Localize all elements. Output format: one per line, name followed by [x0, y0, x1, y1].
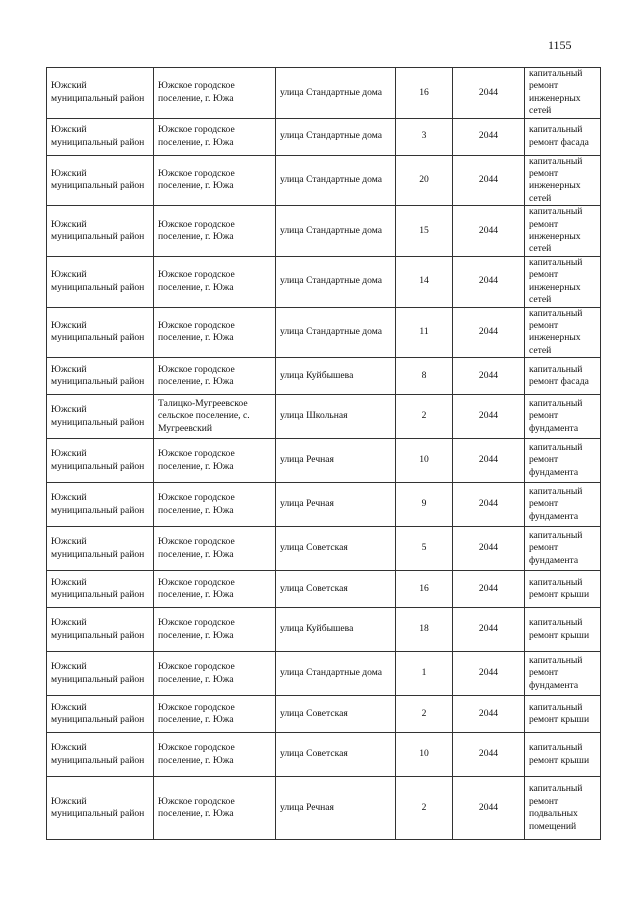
- street-cell: улица Стандартные дома: [276, 307, 396, 358]
- settlement-cell: Южское городское поселение, г. Южа: [154, 571, 276, 608]
- district-cell: Южский муниципальный район: [47, 733, 154, 777]
- house-number-cell: 9: [396, 483, 453, 527]
- street-cell: улица Советская: [276, 527, 396, 571]
- district-cell: Южский муниципальный район: [47, 527, 154, 571]
- table-row: [47, 527, 601, 571]
- house-number-cell: 20: [396, 155, 453, 206]
- table-row: [47, 395, 601, 439]
- house-number-cell: 16: [396, 68, 453, 119]
- year-cell: 2044: [453, 439, 525, 483]
- house-number-cell: 2: [396, 696, 453, 733]
- table-row: [47, 733, 601, 777]
- table-row: [47, 206, 601, 257]
- settlement-cell: Южское городское поселение, г. Южа: [154, 439, 276, 483]
- year-cell: 2044: [453, 652, 525, 696]
- table-row: [47, 696, 601, 733]
- district-cell: Южский муниципальный район: [47, 68, 154, 119]
- district-cell: Южский муниципальный район: [47, 777, 154, 840]
- table-row: [47, 777, 601, 840]
- house-number-cell: 2: [396, 395, 453, 439]
- work-type-cell: капитальный ремонт крыши: [525, 571, 601, 608]
- work-type-cell: капитальный ремонт инженерных сетей: [525, 307, 601, 358]
- work-type-cell: капитальный ремонт фасада: [525, 118, 601, 155]
- settlement-cell: Южское городское поселение, г. Южа: [154, 608, 276, 652]
- settlement-cell: Талицко-Мугреевское сельское поселение, с. Мугреевский: [154, 395, 276, 439]
- house-number-cell: 11: [396, 307, 453, 358]
- house-number-cell: 15: [396, 206, 453, 257]
- year-cell: 2044: [453, 68, 525, 119]
- district-cell: Южский муниципальный район: [47, 571, 154, 608]
- house-number-cell: 3: [396, 118, 453, 155]
- work-type-cell: капитальный ремонт фундамента: [525, 439, 601, 483]
- work-type-cell: капитальный ремонт фундамента: [525, 527, 601, 571]
- house-number-cell: 10: [396, 439, 453, 483]
- settlement-cell: Южское городское поселение, г. Южа: [154, 358, 276, 395]
- year-cell: 2044: [453, 696, 525, 733]
- work-type-cell: капитальный ремонт крыши: [525, 608, 601, 652]
- work-type-cell: капитальный ремонт фасада: [525, 358, 601, 395]
- district-cell: Южский муниципальный район: [47, 118, 154, 155]
- year-cell: 2044: [453, 483, 525, 527]
- house-number-cell: 18: [396, 608, 453, 652]
- street-cell: улица Советская: [276, 571, 396, 608]
- settlement-cell: Южское городское поселение, г. Южа: [154, 256, 276, 307]
- table-body: [47, 68, 601, 840]
- house-number-cell: 1: [396, 652, 453, 696]
- house-number-cell: 14: [396, 256, 453, 307]
- settlement-cell: Южское городское поселение, г. Южа: [154, 527, 276, 571]
- settlement-cell: Южское городское поселение, г. Южа: [154, 206, 276, 257]
- table-row: [47, 256, 601, 307]
- district-cell: Южский муниципальный район: [47, 696, 154, 733]
- table-row: [47, 652, 601, 696]
- year-cell: 2044: [453, 307, 525, 358]
- year-cell: 2044: [453, 571, 525, 608]
- district-cell: Южский муниципальный район: [47, 358, 154, 395]
- street-cell: улица Куйбышева: [276, 358, 396, 395]
- table-row: [47, 608, 601, 652]
- work-type-cell: капитальный ремонт инженерных сетей: [525, 68, 601, 119]
- table-row: [47, 307, 601, 358]
- house-number-cell: 10: [396, 733, 453, 777]
- house-number-cell: 16: [396, 571, 453, 608]
- house-number-cell: 8: [396, 358, 453, 395]
- street-cell: улица Куйбышева: [276, 608, 396, 652]
- year-cell: 2044: [453, 608, 525, 652]
- street-cell: улица Советская: [276, 733, 396, 777]
- district-cell: Южский муниципальный район: [47, 608, 154, 652]
- district-cell: Южский муниципальный район: [47, 155, 154, 206]
- year-cell: 2044: [453, 395, 525, 439]
- year-cell: 2044: [453, 777, 525, 840]
- settlement-cell: Южское городское поселение, г. Южа: [154, 777, 276, 840]
- street-cell: улица Речная: [276, 483, 396, 527]
- year-cell: 2044: [453, 206, 525, 257]
- page-number: 1155: [548, 38, 572, 52]
- street-cell: улица Школьная: [276, 395, 396, 439]
- street-cell: улица Стандартные дома: [276, 652, 396, 696]
- settlement-cell: Южское городское поселение, г. Южа: [154, 118, 276, 155]
- district-cell: Южский муниципальный район: [47, 206, 154, 257]
- repair-schedule-table: [46, 67, 601, 840]
- district-cell: Южский муниципальный район: [47, 439, 154, 483]
- settlement-cell: Южское городское поселение, г. Южа: [154, 652, 276, 696]
- street-cell: улица Советская: [276, 696, 396, 733]
- year-cell: 2044: [453, 155, 525, 206]
- year-cell: 2044: [453, 256, 525, 307]
- year-cell: 2044: [453, 527, 525, 571]
- district-cell: Южский муниципальный район: [47, 483, 154, 527]
- work-type-cell: капитальный ремонт крыши: [525, 733, 601, 777]
- street-cell: улица Речная: [276, 439, 396, 483]
- district-cell: Южский муниципальный район: [47, 307, 154, 358]
- table-row: [47, 68, 601, 119]
- settlement-cell: Южское городское поселение, г. Южа: [154, 733, 276, 777]
- work-type-cell: капитальный ремонт подвальных помещений: [525, 777, 601, 840]
- work-type-cell: капитальный ремонт фундамента: [525, 652, 601, 696]
- street-cell: улица Стандартные дома: [276, 155, 396, 206]
- street-cell: улица Стандартные дома: [276, 206, 396, 257]
- district-cell: Южский муниципальный район: [47, 652, 154, 696]
- settlement-cell: Южское городское поселение, г. Южа: [154, 696, 276, 733]
- year-cell: 2044: [453, 733, 525, 777]
- settlement-cell: Южское городское поселение, г. Южа: [154, 68, 276, 119]
- street-cell: улица Речная: [276, 777, 396, 840]
- work-type-cell: капитальный ремонт инженерных сетей: [525, 206, 601, 257]
- table-row: [47, 439, 601, 483]
- table-row: [47, 155, 601, 206]
- year-cell: 2044: [453, 358, 525, 395]
- district-cell: Южский муниципальный район: [47, 256, 154, 307]
- table-row: [47, 358, 601, 395]
- table-row: [47, 571, 601, 608]
- district-cell: Южский муниципальный район: [47, 395, 154, 439]
- work-type-cell: капитальный ремонт фундамента: [525, 395, 601, 439]
- work-type-cell: капитальный ремонт инженерных сетей: [525, 155, 601, 206]
- settlement-cell: Южское городское поселение, г. Южа: [154, 307, 276, 358]
- work-type-cell: капитальный ремонт крыши: [525, 696, 601, 733]
- street-cell: улица Стандартные дома: [276, 68, 396, 119]
- house-number-cell: 2: [396, 777, 453, 840]
- settlement-cell: Южское городское поселение, г. Южа: [154, 155, 276, 206]
- work-type-cell: капитальный ремонт фундамента: [525, 483, 601, 527]
- table-row: [47, 483, 601, 527]
- street-cell: улица Стандартные дома: [276, 256, 396, 307]
- work-type-cell: капитальный ремонт инженерных сетей: [525, 256, 601, 307]
- street-cell: улица Стандартные дома: [276, 118, 396, 155]
- table-row: [47, 118, 601, 155]
- house-number-cell: 5: [396, 527, 453, 571]
- year-cell: 2044: [453, 118, 525, 155]
- settlement-cell: Южское городское поселение, г. Южа: [154, 483, 276, 527]
